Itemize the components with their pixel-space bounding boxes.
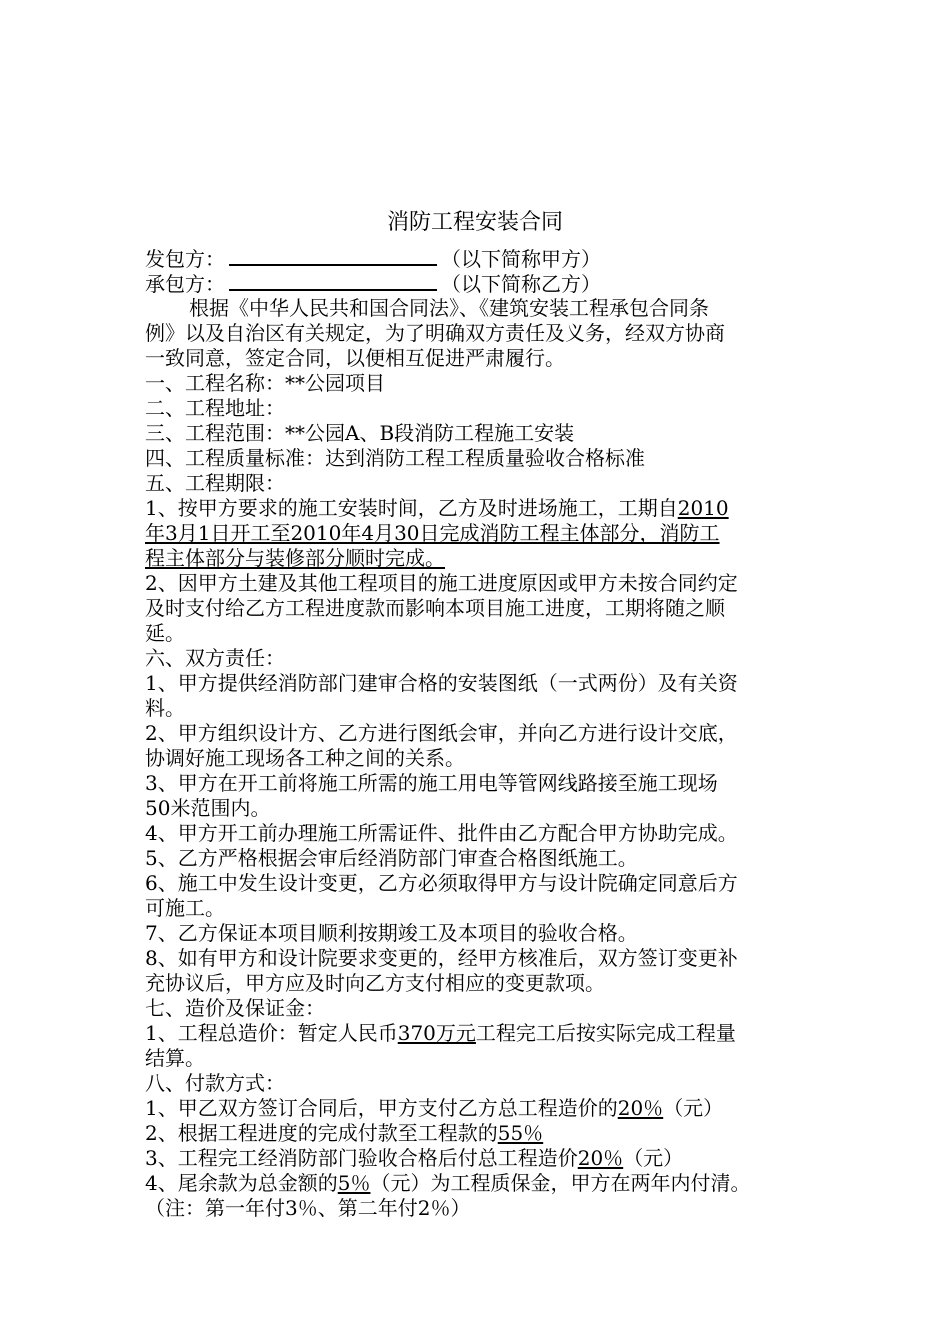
schedule-item-2: 2、因甲方土建及其他工程项目的施工进度原因或甲方未按合同约定: [145, 571, 738, 595]
responsibility-line: 协调好施工现场各工种之间的关系。: [145, 746, 465, 770]
responsibility-line: 料。: [145, 696, 185, 720]
payment-note: （注：第一年付3％、第二年付2％）: [145, 1196, 471, 1220]
responsibility-line: 2、甲方组织设计方、乙方进行图纸会审，并向乙方进行设计交底，: [145, 721, 738, 745]
schedule-completion: 程主体部分与装修部分顺时完成。: [145, 546, 445, 570]
payment-item-4: [145, 1171, 810, 1196]
party-a-line: [145, 246, 810, 271]
page-title: 消防工程安装合同: [386, 210, 563, 235]
payment-text: 4、尾余款为总金额的: [145, 1171, 338, 1195]
party-a-blank[interactable]: [229, 246, 437, 266]
responsibility-line: 50米范围内。: [145, 796, 271, 820]
responsibility-line: 3、甲方在开工前将施工所需的施工用电等管网线路接至施工现场: [145, 771, 718, 795]
schedule-text: 1、按甲方要求的施工安装时间，乙方及时进场施工，工期自: [145, 496, 678, 520]
schedule-dates: 年3月1日开工至2010年4月30日完成消防工程主体部分，消防工: [145, 521, 720, 545]
payment-text: 3、工程完工经消防部门验收合格后付总工程造价: [145, 1146, 578, 1170]
payment-item-1: [145, 1096, 810, 1121]
price-text: 1、工程总造价：暂定人民币: [145, 1021, 398, 1045]
schedule-item-2-cont: 及时支付给乙方工程进度款而影响本项目施工进度，工期将随之顺: [145, 596, 725, 620]
responsibility-line: 可施工。: [145, 896, 225, 920]
section-project-address: 二、工程地址：: [145, 396, 285, 420]
contract-body: [145, 246, 810, 1221]
responsibility-line: 4、甲方开工前办理施工所需证件、批件由乙方配合甲方协助完成。: [145, 821, 738, 845]
responsibility-line: 1、甲方提供经消防部门建审合格的安装图纸（一式两份）及有关资: [145, 671, 738, 695]
price-text: 工程完工后按实际完成工程量: [475, 1021, 736, 1045]
schedule-item-2-cont: 延。: [145, 621, 185, 645]
party-b-label: 承包方：: [145, 272, 225, 296]
responsibility-line: 8、如有甲方和设计院要求变更的，经甲方核准后，双方签订变更补: [145, 946, 738, 970]
party-b-note: （以下简称乙方）: [441, 272, 601, 296]
party-b-line: [145, 271, 810, 296]
price-amount: 370万元: [397, 1021, 476, 1045]
section-project-name: 一、工程名称：**公园项目: [145, 371, 385, 395]
section-schedule-heading: 五、工程期限：: [145, 471, 285, 495]
intro-line: 一致同意，签定合同，以便相互促进严肃履行。: [145, 346, 565, 370]
responsibility-line: 5、乙方严格根据会审后经消防部门审查合格图纸施工。: [145, 846, 638, 870]
intro-line: 例》以及自治区有关规定，为了明确双方责任及义务，经双方协商: [145, 321, 725, 345]
payment-percent: 5％: [337, 1171, 371, 1195]
party-b-blank[interactable]: [229, 271, 437, 291]
schedule-item-1: [145, 496, 810, 521]
section-project-scope: 三、工程范围：**公园A、B段消防工程施工安装: [145, 421, 575, 445]
section-price-heading: 七、造价及保证金：: [145, 996, 325, 1020]
payment-percent: 55％: [497, 1121, 544, 1145]
payment-text: （元）为工程质保金，甲方在两年内付清。: [370, 1171, 751, 1195]
payment-item-3: [145, 1146, 810, 1171]
payment-percent: 20％: [617, 1096, 664, 1120]
section-quality-standard: 四、工程质量标准：达到消防工程工程质量验收合格标准: [145, 446, 645, 470]
payment-item-2: [145, 1121, 810, 1146]
party-a-label: 发包方：: [145, 247, 225, 271]
payment-text: 1、甲乙双方签订合同后，甲方支付乙方总工程造价的: [145, 1096, 618, 1120]
responsibility-line: 6、施工中发生设计变更，乙方必须取得甲方与设计院确定同意后方: [145, 871, 738, 895]
schedule-item-1-cont: [145, 521, 810, 546]
schedule-date-start: 2010: [677, 496, 729, 520]
payment-percent: 20％: [577, 1146, 624, 1170]
section-payment-heading: 八、付款方式：: [145, 1071, 285, 1095]
section-responsibilities-heading: 六、双方责任：: [145, 646, 285, 670]
price-line-cont: 结算。: [145, 1046, 205, 1070]
intro-line: 根据《中华人民共和国合同法》、《建筑安装工程承包合同条: [189, 296, 709, 320]
responsibility-line: 充协议后，甲方应及时向乙方支付相应的变更款项。: [145, 971, 605, 995]
party-a-note: （以下简称甲方）: [441, 247, 601, 271]
responsibility-line: 7、乙方保证本项目顺利按期竣工及本项目的验收合格。: [145, 921, 638, 945]
price-line: [145, 1021, 810, 1046]
payment-text: 2、根据工程进度的完成付款至工程款的: [145, 1121, 498, 1145]
payment-text: （元）: [623, 1146, 684, 1170]
payment-text: （元）: [663, 1096, 724, 1120]
schedule-item-1-cont: [145, 546, 810, 571]
